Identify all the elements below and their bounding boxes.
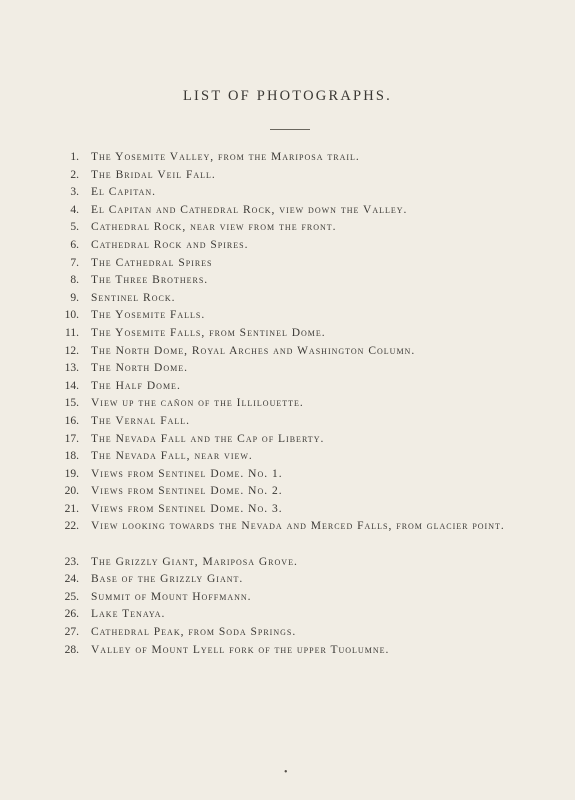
item-title: The Bridal Veil Fall. — [91, 168, 216, 181]
item-number: 3. — [70, 186, 79, 199]
item-title: Cathedral Peak, from Soda Springs. — [91, 626, 297, 639]
list-item — [0, 431, 575, 449]
item-title: The Three Brothers. — [91, 274, 209, 287]
item-number: 27. — [64, 626, 79, 639]
item-title: The Nevada Fall and the Cap of Liberty. — [91, 432, 325, 445]
list-item — [0, 518, 575, 553]
item-number: 1. — [70, 151, 79, 163]
item-number: 11. — [65, 326, 79, 339]
list-item — [0, 343, 575, 361]
item-number: 26. — [64, 608, 79, 621]
footer-mark: • — [284, 767, 288, 778]
item-title: Views from Sentinel Dome. No. 2. — [91, 485, 283, 498]
item-number: 23. — [64, 555, 79, 568]
list-item — [0, 255, 575, 273]
list-item — [0, 483, 575, 501]
page-title: LIST OF PHOTOGRAPHS. — [182, 88, 393, 104]
list-item — [0, 202, 575, 220]
item-title: The Yosemite Valley, from the Mariposa trail. — [91, 151, 360, 163]
list-item — [0, 272, 575, 290]
list-item — [0, 624, 575, 642]
title-rule — [270, 129, 310, 130]
item-number: 18. — [64, 450, 79, 463]
item-title: Base of the Grizzly Giant. — [91, 573, 244, 586]
item-number: 9. — [70, 291, 79, 304]
item-number: 6. — [70, 238, 79, 251]
item-title: Cathedral Rock, near view from the front. — [91, 221, 337, 234]
item-number: 15. — [64, 397, 79, 410]
item-title: View up the cañon of the Illilouette. — [91, 397, 304, 410]
item-title: View looking towards the Nevada and Merced Falls, from glacier point. — [91, 520, 505, 533]
item-title: El Capitan and Cathedral Rock, view down the Valley. — [91, 203, 408, 216]
list-item — [0, 571, 575, 589]
photograph-list — [0, 149, 575, 659]
item-title: The Vernal Fall. — [91, 414, 191, 427]
item-title: The North Dome, Royal Arches and Washington Column. — [91, 344, 416, 357]
list-item — [0, 642, 575, 660]
list-item — [0, 589, 575, 607]
item-title: Views from Sentinel Dome. No. 1. — [91, 467, 283, 480]
item-number: 16. — [64, 414, 79, 427]
list-item — [0, 184, 575, 202]
item-number: 8. — [70, 274, 79, 287]
item-number: 28. — [64, 643, 79, 656]
item-title: Lake Tenaya. — [91, 608, 166, 621]
list-item — [0, 237, 575, 255]
item-title: Views from Sentinel Dome. No. 3. — [91, 502, 283, 515]
list-item — [0, 606, 575, 624]
list-item — [0, 290, 575, 308]
item-number: 25. — [64, 590, 79, 603]
item-title: The Yosemite Falls. — [91, 309, 206, 322]
item-number: 2. — [70, 168, 79, 181]
item-title: The Half Dome. — [91, 379, 181, 392]
item-number: 22. — [64, 520, 79, 533]
list-item — [0, 149, 575, 167]
item-number: 4. — [70, 203, 79, 216]
item-title: Sentinel Rock. — [91, 291, 176, 304]
item-title: The Yosemite Falls, from Sentinel Dome. — [91, 326, 326, 339]
item-title: The Cathedral Spires — [91, 256, 213, 269]
item-number: 5. — [70, 221, 79, 234]
list-item — [0, 360, 575, 378]
item-number: 13. — [64, 362, 79, 375]
item-title: El Capitan. — [91, 186, 157, 199]
item-number: 17. — [64, 432, 79, 445]
item-number: 24. — [64, 573, 79, 586]
list-item — [0, 325, 575, 343]
list-item — [0, 448, 575, 466]
item-title: The North Dome. — [91, 362, 188, 375]
item-title: Summit of Mount Hoffmann. — [91, 590, 252, 603]
list-item — [0, 307, 575, 325]
item-number: 20. — [64, 485, 79, 498]
list-item — [0, 554, 575, 572]
item-title: The Grizzly Giant, Mariposa Grove. — [91, 555, 298, 568]
item-number: 10. — [64, 309, 79, 322]
item-title: Valley of Mount Lyell fork of the upper Tuolumne. — [91, 643, 390, 656]
list-item — [0, 395, 575, 413]
item-number: 21. — [64, 502, 79, 515]
item-number: 14. — [64, 379, 79, 392]
list-item — [0, 167, 575, 185]
list-item — [0, 219, 575, 237]
list-item — [0, 501, 575, 519]
item-number: 19. — [64, 467, 79, 480]
list-item — [0, 413, 575, 431]
item-title: The Nevada Fall, near view. — [91, 450, 253, 463]
item-number: 7. — [70, 256, 79, 269]
list-item — [0, 378, 575, 396]
list-item — [0, 466, 575, 484]
item-number: 12. — [64, 344, 79, 357]
item-title: Cathedral Rock and Spires. — [91, 238, 249, 251]
